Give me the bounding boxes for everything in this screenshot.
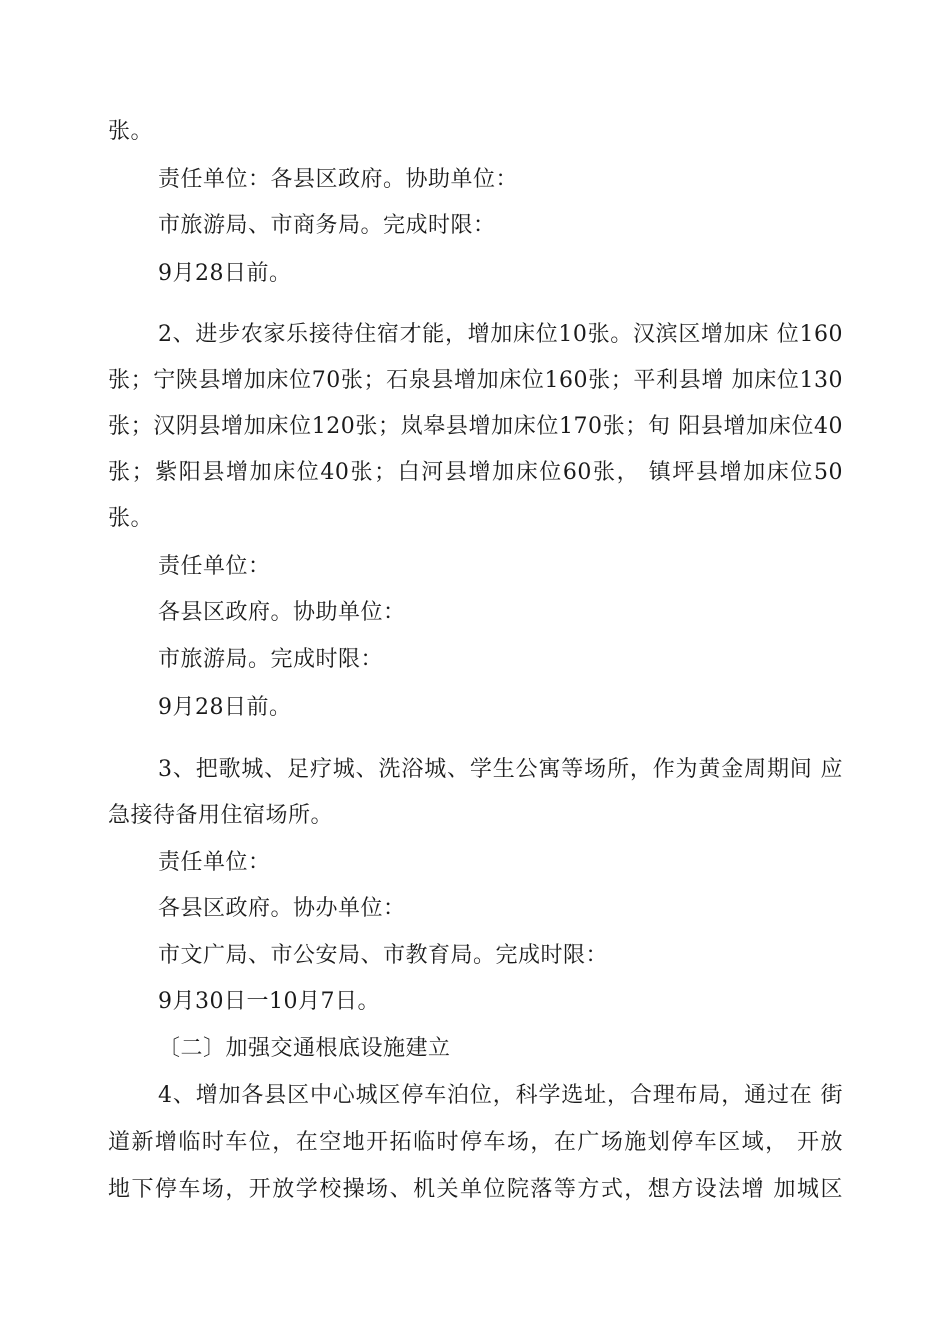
item-2-line: 张。 [108,506,154,531]
item-2-line: 张；汉阴县增加床位120张；岚皋县增加床位170张；旬 阳县增加床位40 [108,414,843,439]
item-4-line: 4、增加各县区中心城区停车泊位，科学选址，合理布局，通过在 街 [158,1083,843,1108]
responsible-unit-line: 责任单位： [158,850,271,875]
assist-unit-line: 市旅游局、市商务局。完成时限： [158,213,496,238]
item-3-line: 3、把歌城、足疗城、洗浴城、学生公寓等场所，作为黄金周期间 应 [158,757,843,782]
item-4-line: 道新增临时车位，在空地开拓临时停车场，在广场施划停车区域， 开放 [108,1130,843,1155]
item-2-line: 2、进步农家乐接待住宿才能，增加床位10张。汉滨区增加床 位160 [158,322,843,347]
section-heading: 〔二〕加强交通根底设施建立 [158,1036,451,1061]
responsible-unit-line: 责任单位： [158,554,271,579]
paragraph-line: 张。 [108,119,154,144]
assist-unit-line: 各县区政府。协助单位： [158,600,406,625]
item-2-line: 张；紫阳县增加床位40张；白河县增加床位60张， 镇坪县增加床位50 [108,460,843,485]
item-3-line: 急接待备用住宿场所。 [108,803,334,828]
deadline-line: 9月30日一10月7日。 [158,989,380,1014]
deadline-line: 9月28日前。 [158,261,292,286]
item-2-line: 张；宁陕县增加床位70张；石泉县增加床位160张；平利县增 加床位130 [108,368,843,393]
deadline-line: 9月28日前。 [158,695,292,720]
item-4-line: 地下停车场，开放学校操场、机关单位院落等方式，想方设法增 加城区 [108,1177,843,1202]
deadline-label-line: 市文广局、市公安局、市教育局。完成时限： [158,943,609,968]
responsible-unit-line: 责任单位：各县区政府。协助单位： [158,167,519,192]
assist-unit-line: 各县区政府。协办单位： [158,896,406,921]
deadline-label-line: 市旅游局。完成时限： [158,647,384,672]
